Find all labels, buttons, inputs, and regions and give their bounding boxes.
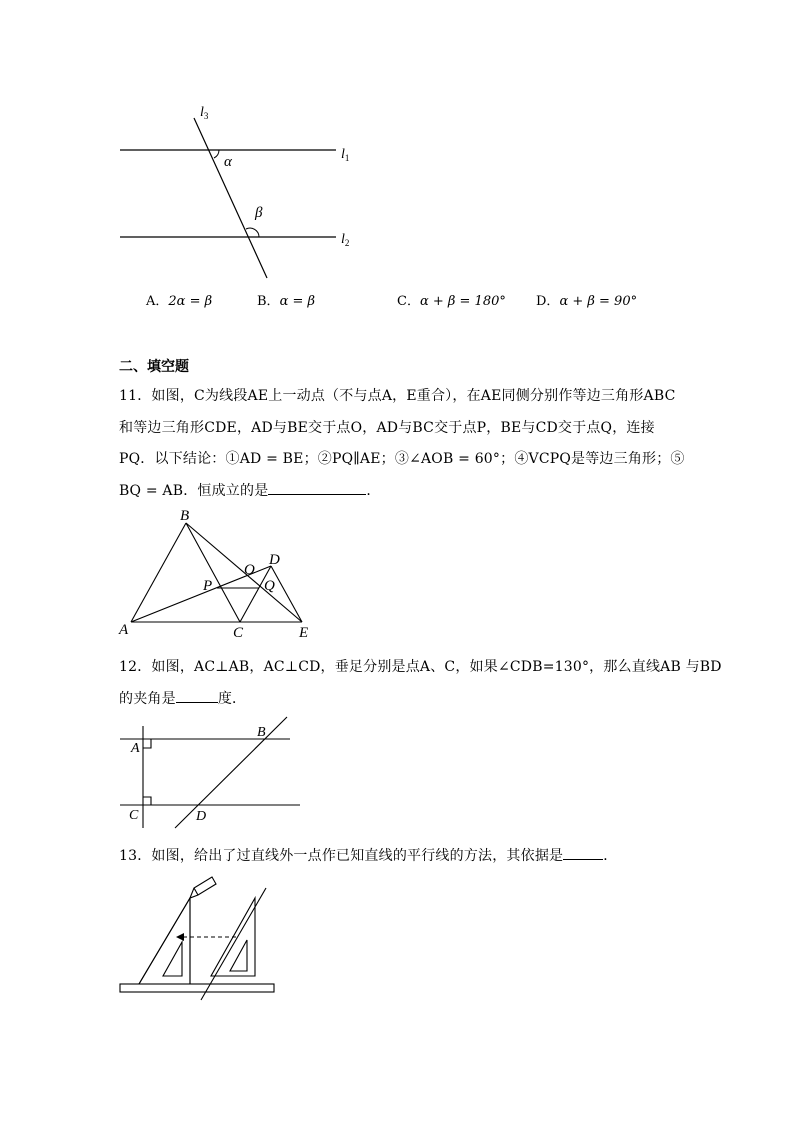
label-l3: $l_3$ [200, 105, 209, 121]
label-l1: $l_1$ [341, 147, 350, 163]
option-d: D．α + β = 90° [536, 294, 638, 309]
q12-line1: 12．如图，AC⊥AB，AC⊥CD，垂足分别是点A、C，如果∠CDB=130°，那么直线AB 与BD [119, 659, 722, 675]
q11-label-Q: Q [264, 578, 275, 594]
q11-line4: BQ = AB．恒成立的是 ． [119, 483, 381, 499]
q13-line1: 13．如图，给出了过直线外一点作已知直线的平行线的方法，其依据是 ． [119, 848, 618, 864]
q12-line2: 的夹角是 度． [119, 691, 247, 707]
q12-label-C: C [129, 808, 139, 823]
q11-label-B: B [180, 508, 190, 524]
section-title: 二、填空题 [119, 359, 189, 375]
q11-label-D: D [269, 552, 280, 568]
q11-label-C: C [233, 625, 244, 641]
option-c: C．α + β = 180° [397, 294, 506, 309]
q11-label-E: E [299, 625, 309, 641]
q12-label-A: A [131, 741, 140, 756]
left-set-square-hole [163, 942, 182, 976]
q12-label-D: D [196, 809, 207, 824]
q12-label-B: B [257, 725, 266, 740]
q11-label-A: A [119, 622, 129, 638]
q11-line2: 和等边三角形CDE，AD与BE交于点O，AD与BC交于点P，BE与CD交于点Q，连接 [119, 420, 655, 436]
pencil-icon [190, 877, 216, 898]
q11-label-O: O [244, 562, 255, 578]
arrow-head-icon [176, 933, 184, 941]
q11-line3: PQ．以下结论：①AD = BE；②PQ∥AE；③∠AOB = 60°；④VCPQ是等边三角形；⑤ [119, 451, 685, 467]
option-a: A．2α = β [146, 294, 213, 309]
label-beta: β [255, 205, 263, 221]
ruler [120, 984, 274, 992]
q11-line1: 11．如图，C为线段AE上一动点（不与点A，E重合），在AE同侧分别作等边三角形ABC [119, 388, 676, 404]
label-l2: $l_2$ [341, 232, 350, 248]
right-long-line [201, 888, 266, 1000]
label-alpha: α [224, 154, 232, 170]
option-b: B．α = β [257, 294, 316, 309]
q11-label-P: P [203, 578, 213, 594]
